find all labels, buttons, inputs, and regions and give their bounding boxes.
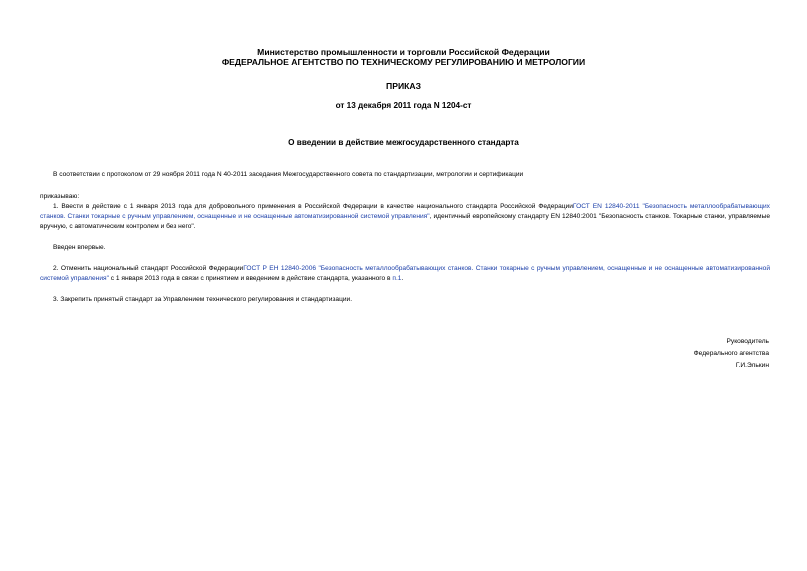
item-1-reference-link[interactable]: п.1	[392, 275, 402, 283]
introduced-first-paragraph	[40, 243, 770, 253]
document-title: О введении в действие межгосударственного стандарта	[288, 138, 519, 147]
preamble-text: В соответствии с протоколом от 29 ноября 2011 года N 40-2011 заседания Межгосударственного совета по стандартизации, метрологии и сертификации	[53, 171, 524, 178]
item2-paragraph	[40, 264, 770, 284]
item3-text: 3. Закрепить принятый стандарт за Управлением технического регулирования и стандартизации.	[53, 296, 353, 303]
agency-name: ФЕДЕРАЛЬНОЕ АГЕНТСТВО ПО ТЕХНИЧЕСКОМУ РЕГУЛИРОВАНИЮ И МЕТРОЛОГИИ	[221, 57, 586, 67]
signatory-position-line2: Федерального агентства	[693, 350, 769, 357]
ministry-name: Министерство промышленности и торговли Российской Федерации	[257, 47, 550, 57]
item2-text-middle: с 1 января 2013 года в связи с принятием и введением в действие стандарта, указанного в	[108, 275, 393, 283]
item1-text-before: 1. Ввести в действие с 1 января 2013 года для добровольного применения в Российской Федерации в качестве национального стандарта Российской Федерации	[53, 203, 573, 210]
order-label: ПРИКАЗ	[386, 81, 421, 91]
introduced-first-text: Введен впервые.	[53, 244, 106, 251]
document-header	[0, 47, 807, 67]
order-date-number: от 13 декабря 2011 года N 1204-ст	[335, 101, 472, 110]
order-word-paragraph	[40, 192, 770, 202]
gost-en-12840-2011-link[interactable]: ГОСТ EN 12840-2011 "Безопасность металлообрабатывающих станков. Станки токарные с ручным управлением, оснащенные и не оснащенные автоматизированной системой управления"	[40, 203, 770, 221]
signatory-position-line1: Руководитель	[726, 338, 769, 345]
signatory-name: Г.И.Элькин	[735, 362, 769, 369]
item1-paragraph	[40, 202, 770, 233]
item2-text-before: 2. Отменить национальный стандарт Российской Федерации	[53, 265, 244, 272]
order-word-text: приказываю:	[40, 193, 80, 200]
item3-paragraph	[40, 295, 770, 305]
item1-text-after: , идентичный европейскому стандарту EN 12840:2001 "Безопасность станков. Токарные станки, управляемые вручную, с автоматическим контролем и без него".	[40, 213, 770, 231]
signature-block	[694, 336, 769, 372]
gost-r-en-12840-2006-link[interactable]: ГОСТ Р ЕН 12840-2006 "Безопасность металлообрабатывающих станков. Станки токарные с ручным управлением, оснащенные и не оснащенные автоматизированной системой управления"	[40, 265, 771, 283]
preamble-paragraph	[40, 170, 770, 180]
item2-text-after: .	[401, 275, 404, 283]
